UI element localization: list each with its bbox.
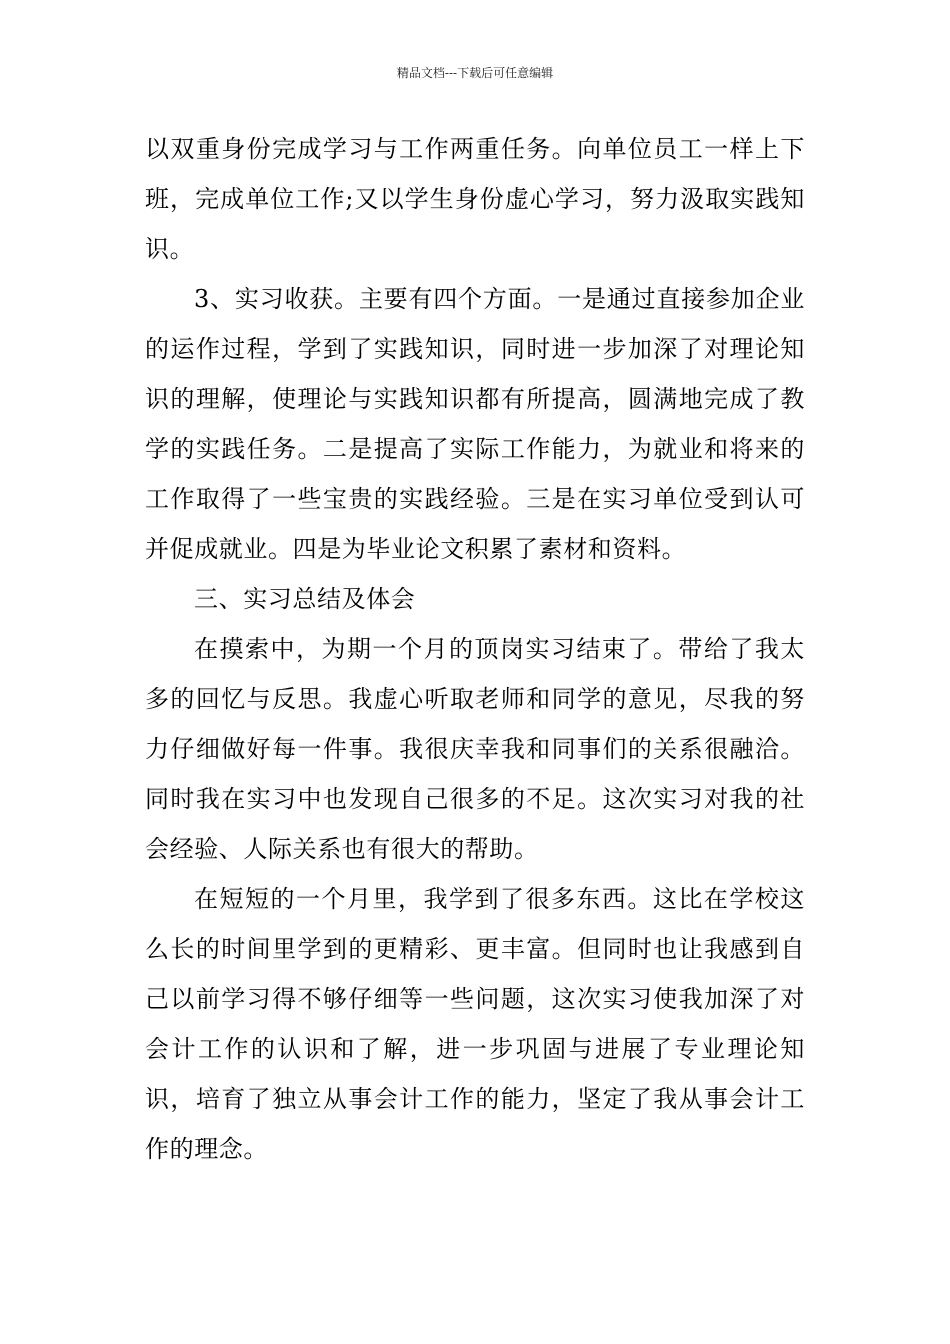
document-body (145, 124, 805, 1174)
section-heading-summary: 三、实习总结及体会 (194, 585, 416, 613)
page-header: 精品文档---下载后可任意编辑 (396, 66, 554, 80)
paragraph-reflection: 在摸索中，为期一个月的顶岗实习结束了。带给了我太多的回忆与反思。我虚心听取老师和同学的意见，尽我的努力仔细做好每一件事。我很庆幸我和同事们的关系很融洽。同时我在实习中也发现自己很多的不足。这次实习对我的社会经验、人际关系也有很大的帮助。 (145, 635, 805, 863)
paragraph-internship-gains: 3、实习收获。主要有四个方面。一是通过直接参加企业的运作过程，学到了实践知识，同时进一步加深了对理论知识的理解，使理论与实践知识都有所提高，圆满地完成了教学的实践任务。二是提高了实际工作能力，为就业和将来的工作取得了一些宝贵的实践经验。三是在实习单位受到认可并促成就业。四是为毕业论文积累了素材和资料。 (145, 285, 805, 563)
paragraph-dual-identity: 以双重身份完成学习与工作两重任务。向单位员工一样上下班，完成单位工作;又以学生身份虚心学习，努力汲取实践知识。 (145, 135, 805, 263)
paragraph-learning: 在短短的一个月里，我学到了很多东西。这比在学校这么长的时间里学到的更精彩、更丰富。但同时也让我感到自己以前学习得不够仔细等一些问题，这次实习使我加深了对会计工作的认识和了解，进一步巩固与进展了专业理论知识，培育了独立从事会计工作的能力，坚定了我从事会计工作的理念。 (145, 885, 805, 1163)
